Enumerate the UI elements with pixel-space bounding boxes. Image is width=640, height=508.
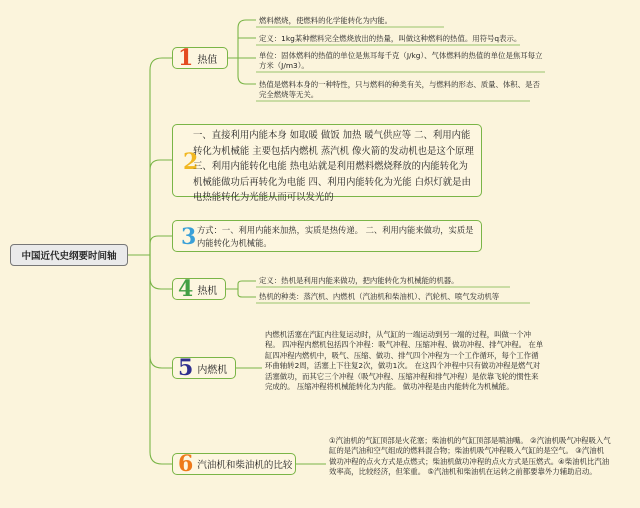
branch-1-item-4: 热值是燃料本身的一种特性，只与燃料的种类有关，与燃料的形态、质量、体积、是否完全燃烧等无关。 xyxy=(259,80,540,100)
branch-1-label: 热值 xyxy=(197,54,218,66)
connector-branch-2 xyxy=(150,160,172,255)
connector-branch-1 xyxy=(150,58,172,255)
branch-2-text: 一、直接利用内能本身 如取暖 做饭 加热 暖气供应等 二、利用内能转化为机械能 主要包括内燃机 蒸汽机 像火箭的发动机也是这个原理 三、利用内能转化电能 热电站就是利用燃料燃烧释放的内能转化为机械能做功后再转化为电能 四、利用内能转化为光能 白炽灯就是由电热能转化为光能从而可以发光的 xyxy=(193,130,474,204)
connector-branch-3 xyxy=(150,236,172,255)
branch-3-node[interactable] xyxy=(172,220,482,252)
branch-4-item-1: 定义：热机是利用内能来做功，把内能转化为机械能的机器。 xyxy=(259,276,459,285)
branch-6-node[interactable] xyxy=(172,453,296,475)
branch-1-item-3: 单位：固体燃料的热值的单位是焦耳每千克（J/kg）、气体燃料的热值的单位是焦耳每立方米（J/m3）。 xyxy=(259,51,543,71)
branch-6-item-1: ①汽油机的气缸顶部是火花塞；柴油机的气缸顶部是喷油嘴。 ②汽油机吸气冲程吸入气缸的是汽油和空气组成的燃料混合物；柴油机吸气冲程吸入气缸的是空气。 ③汽油机做功冲程的点火方式是点燃式；柴油机做功冲程的点火方式是压燃式。④柴油机比汽油效率高，比较经济，但笨重。 ⑤汽油机和柴油机在运转之前都要靠外力辅助启动。 xyxy=(329,436,611,477)
branch-4-item-2: 热机的种类：蒸汽机、内燃机（汽油机和柴油机）、汽轮机、喷气发动机等 xyxy=(259,292,500,301)
branch-5-number: 5 xyxy=(178,355,194,381)
connector-branch-4 xyxy=(150,255,172,289)
connector-sub-1 xyxy=(228,20,256,84)
branch-2-node[interactable] xyxy=(172,124,482,204)
branch-3-number: 3 xyxy=(181,224,197,250)
branch-5-label: 内燃机 xyxy=(197,364,228,376)
branch-1-node[interactable] xyxy=(172,47,228,69)
branch-5-node[interactable] xyxy=(172,357,236,379)
branch-1-item-2: 定义：1kg某种燃料完全燃烧放出的热量，叫做这种燃料的热值。用符号q表示。 xyxy=(259,34,522,43)
branch-5-item-1: 内燃机活塞在汽缸内往复运动时，从气缸的一端运动到另一端的过程，叫做一个冲程。 四冲程内燃机包括四个冲程：吸气冲程、压缩冲程、做功冲程、排气冲程。 在单缸四冲程内燃机中，吸气、压缩、做功、排气四个冲程为一个工作循环，每个工作循环曲轴转2周，活塞上下往复2次，做功1次。 在这四个冲程中只有做功冲程是燃气对活塞做功，而其它三个冲程（吸气冲程、压缩冲程和排气冲程）是依靠飞轮的惯性来完成的。 压缩冲程将机械能转化为内能。 做功冲程是由内能转化为机械能。 xyxy=(265,330,544,392)
branch-2-number: 2 xyxy=(183,149,199,175)
branch-4-node[interactable] xyxy=(172,278,226,300)
connector-sub-4 xyxy=(226,281,256,297)
root-topic[interactable]: 中国近代史纲要时间轴 xyxy=(10,244,128,266)
branch-1-item-1: 燃料燃烧，使燃料的化学能转化为内能。 xyxy=(259,16,393,25)
connector-branch-5 xyxy=(150,255,172,368)
branch-3-text: 方式：一、利用内能来加热，实质是热传递。 二、利用内能来做功，实质是内能转化为机械能。 xyxy=(197,225,474,248)
branch-4-label: 热机 xyxy=(197,285,218,297)
branch-6-label: 汽油机和柴油机的比较 xyxy=(197,460,293,471)
branch-4-number: 4 xyxy=(178,276,194,302)
branch-6-number: 6 xyxy=(178,451,194,477)
branch-1-number: 1 xyxy=(178,45,194,71)
